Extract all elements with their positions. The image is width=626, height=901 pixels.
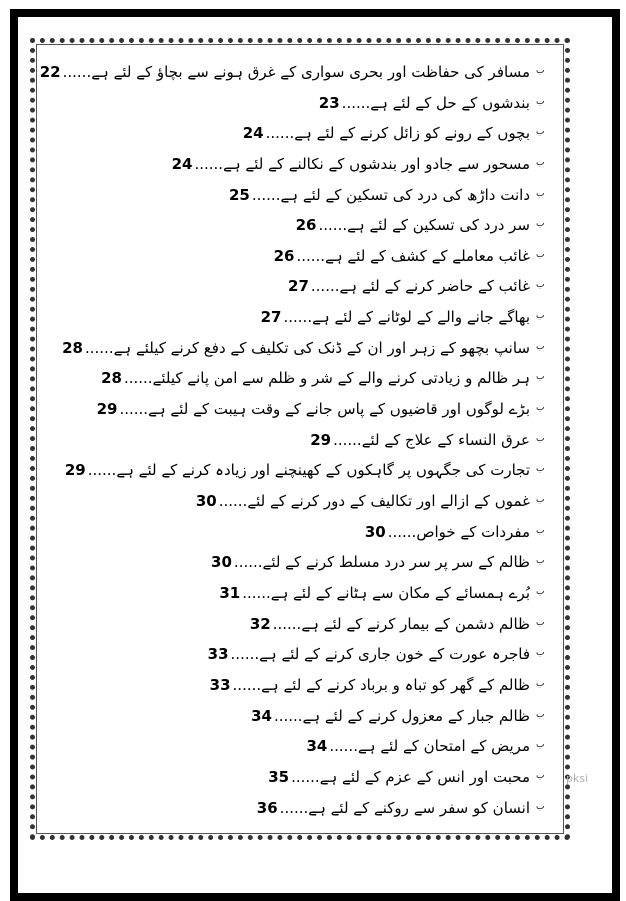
entry-title: ظالم دشمن کے بیمار کرنے کے لئے ہے (301, 615, 530, 633)
bullet-marker: ب (536, 464, 545, 474)
entry-title: فاجرہ عورت کے خون جاری کرنے کے لئے ہے (259, 645, 530, 663)
bullet-marker: ب (536, 434, 545, 444)
bullet-marker: ب (536, 802, 545, 812)
page-number: 28 (101, 369, 122, 387)
page-number: 30 (364, 523, 386, 541)
toc-row (0, 121, 626, 149)
page-number: 24 (171, 155, 193, 173)
page-number: 29 (310, 431, 332, 449)
toc-row (0, 458, 626, 486)
toc-entry: ظالم جبار کے معزول کرنے کے لئے ہے......34 (251, 707, 530, 725)
toc-row (0, 581, 626, 609)
bullet-marker: ب (536, 618, 545, 628)
toc-entry: عرق النساء کے علاج کے لئے......29 (310, 431, 530, 449)
toc-entry: ظالم دشمن کے بیمار کرنے کے لئے ہے......32 (249, 615, 530, 633)
entry-title: بُرے ہمسائے کے مکان سے ہٹانے کے لئے ہے (270, 584, 530, 602)
bullet-marker: ب (536, 311, 545, 321)
toc-row (0, 152, 626, 180)
entry-title: بھاگے جانے والے کے لوٹانے کے لئے ہے (312, 308, 530, 326)
toc-entry: فاجرہ عورت کے خون جاری کرنے کے لئے ہے......33 (207, 645, 530, 663)
toc-entry: بچوں کے رونے کو زائل کرنے کے لئے ہے......24 (242, 124, 530, 142)
bullet-marker: ب (536, 403, 545, 413)
entry-title: سر درد کی تسکین کے لئے ہے (347, 216, 530, 234)
entry-title: غموں کے ازالے اور تکالیف کے دور کرنے کے لئے (247, 492, 530, 510)
toc-entry: دانت داڑھ کی درد کی تسکین کے لئے ہے......25 (228, 186, 530, 204)
toc-row (0, 428, 626, 456)
bullet-marker: ب (536, 127, 545, 137)
page-number: 30 (195, 492, 217, 510)
toc-entry: محبت اور انس کے عزم کے لئے ہے......35 (268, 768, 530, 786)
toc-row (0, 213, 626, 241)
bullet-marker: ب (536, 97, 545, 107)
bullet-marker: ب (536, 189, 545, 199)
entry-title: عرق النساء کے علاج کے لئے (361, 431, 530, 449)
toc-entry: مریض کے امتحان کے لئے ہے......34 (306, 737, 530, 755)
entry-title: بچوں کے رونے کو زائل کرنے کے لئے ہے (294, 124, 530, 142)
bullet-marker: ب (536, 771, 545, 781)
page-number: 32 (249, 615, 271, 633)
page-number: 30 (211, 553, 232, 571)
bullet-marker: ب (536, 158, 545, 168)
bullet-marker: ب (536, 342, 545, 352)
page-number: 29 (96, 400, 118, 418)
toc-entry: بندشوں کے حل کے لئے ہے......23 (318, 94, 530, 112)
entry-title: انسان کو سفر سے روکنے کے لئے ہے (308, 799, 530, 817)
entry-title: ہر ظالم و زیادتی کرنے والے کے شر و ظلم سے امن پانے کیلئے (152, 369, 530, 387)
toc-entry: سانپ بچھو کے زہر اور ان کے ڈنک کی تکلیف کے دفع کرنے کیلئے ہے......28 (62, 339, 530, 357)
page-number: 29 (64, 461, 86, 479)
toc-row (0, 274, 626, 302)
entry-title: غائب کے حاضر کرنے کے لئے ہے (339, 277, 530, 295)
toc-entry: ظالم کے سر پر سر درد مسلط کرنے کے لئے......30 (211, 553, 530, 571)
toc-entry: سر درد کی تسکین کے لئے ہے......26 (295, 216, 530, 234)
toc-row (0, 734, 626, 762)
page-number: 34 (251, 707, 272, 725)
toc-row (0, 550, 626, 578)
toc-row (0, 765, 626, 793)
page-number: 22 (39, 63, 61, 81)
page-number: 27 (288, 277, 309, 295)
page-number: 23 (318, 94, 340, 112)
bullet-marker: ب (536, 648, 545, 658)
page-number: 31 (219, 584, 241, 602)
entry-title: ظالم کے گھر کو تباہ و برباد کرنے کے لئے ہے (261, 676, 530, 694)
toc-row (0, 520, 626, 548)
bullet-marker: ب (536, 66, 545, 76)
watermark: pksi (566, 772, 589, 785)
bullet-marker: ب (536, 280, 545, 290)
toc-row (0, 704, 626, 732)
bullet-marker: ب (536, 556, 545, 566)
entry-title: بڑے لوگوں اور قاضیوں کے پاس جانے کے وقت ہیبت کے لئے ہے (148, 400, 530, 418)
toc-row (0, 305, 626, 333)
toc-entry: بھاگے جانے والے کے لوٹانے کے لئے ہے......27 (260, 308, 530, 326)
page-number: 33 (209, 676, 231, 694)
page-number: 36 (256, 799, 278, 817)
toc-entry: مسافر کی حفاظت اور بحری سواری کے غرق ہونے سے بچاؤ کے لئے ہے......22 (39, 63, 530, 81)
entry-title: مفردات کے خواص (416, 523, 530, 541)
page-number: 26 (295, 216, 317, 234)
entry-title: محبت اور انس کے عزم کے لئے ہے (319, 768, 530, 786)
page-number: 33 (207, 645, 229, 663)
entry-title: تجارت کی جگہوں پر گاہکوں کے کھینچنے اور زیادہ کرنے کے لئے ہے (116, 461, 530, 479)
bullet-marker: ب (536, 250, 545, 260)
entry-title: مسافر کی حفاظت اور بحری سواری کے غرق ہونے سے بچاؤ کے لئے ہے (91, 63, 530, 81)
bullet-marker: ب (536, 740, 545, 750)
bullet-marker: ب (536, 679, 545, 689)
entry-title: مسحور سے جادو اور بندشوں کے نکالنے کے لئے ہے (223, 155, 530, 173)
toc-row (0, 183, 626, 211)
bullet-marker: ب (536, 526, 545, 536)
toc-row (0, 612, 626, 640)
page-number: 26 (273, 247, 295, 265)
toc-entry: غائب کے حاضر کرنے کے لئے ہے......27 (288, 277, 530, 295)
toc-entry: مفردات کے خواص......30 (364, 523, 530, 541)
toc-row (0, 642, 626, 670)
toc-row (0, 91, 626, 119)
toc-row (0, 397, 626, 425)
toc-entry: بڑے لوگوں اور قاضیوں کے پاس جانے کے وقت ہیبت کے لئے ہے......29 (96, 400, 530, 418)
toc-row (0, 244, 626, 272)
bullet-marker: ب (536, 587, 545, 597)
toc-entry: بُرے ہمسائے کے مکان سے ہٹانے کے لئے ہے......31 (219, 584, 530, 602)
toc-entry: غائب معاملے کے کشف کے لئے ہے......26 (273, 247, 530, 265)
entry-title: دانت داڑھ کی درد کی تسکین کے لئے ہے (280, 186, 530, 204)
entry-title: مریض کے امتحان کے لئے ہے (357, 737, 530, 755)
page-number: 24 (242, 124, 264, 142)
toc-entry: ظالم کے گھر کو تباہ و برباد کرنے کے لئے ہے......33 (209, 676, 530, 694)
toc-entry: ہر ظالم و زیادتی کرنے والے کے شر و ظلم سے امن پانے کیلئے......28 (101, 369, 530, 387)
toc-row (0, 366, 626, 394)
toc-entry: تجارت کی جگہوں پر گاہکوں کے کھینچنے اور زیادہ کرنے کے لئے ہے......29 (64, 461, 530, 479)
toc-row (0, 796, 626, 824)
page-number: 25 (228, 186, 250, 204)
toc-entry: مسحور سے جادو اور بندشوں کے نکالنے کے لئے ہے......24 (171, 155, 530, 173)
entry-title: بندشوں کے حل کے لئے ہے (370, 94, 530, 112)
entry-title: غائب معاملے کے کشف کے لئے ہے (325, 247, 530, 265)
toc-row (0, 336, 626, 364)
toc-row (0, 673, 626, 701)
toc-row (0, 489, 626, 517)
toc-entry: انسان کو سفر سے روکنے کے لئے ہے......36 (256, 799, 530, 817)
bullet-marker: ب (536, 710, 545, 720)
page-number: 35 (268, 768, 290, 786)
bullet-marker: ب (536, 495, 545, 505)
toc-entry: غموں کے ازالے اور تکالیف کے دور کرنے کے لئے......30 (195, 492, 530, 510)
entry-title: ظالم کے سر پر سر درد مسلط کرنے کے لئے (262, 553, 530, 571)
page-number: 28 (62, 339, 83, 357)
bullet-marker: ب (536, 372, 545, 382)
entry-title: ظالم جبار کے معزول کرنے کے لئے ہے (302, 707, 530, 725)
page-number: 27 (260, 308, 282, 326)
entry-title: سانپ بچھو کے زہر اور ان کے ڈنک کی تکلیف کے دفع کرنے کیلئے ہے (113, 339, 530, 357)
page-number: 34 (306, 737, 328, 755)
bullet-marker: ب (536, 219, 545, 229)
toc-row (0, 60, 626, 88)
